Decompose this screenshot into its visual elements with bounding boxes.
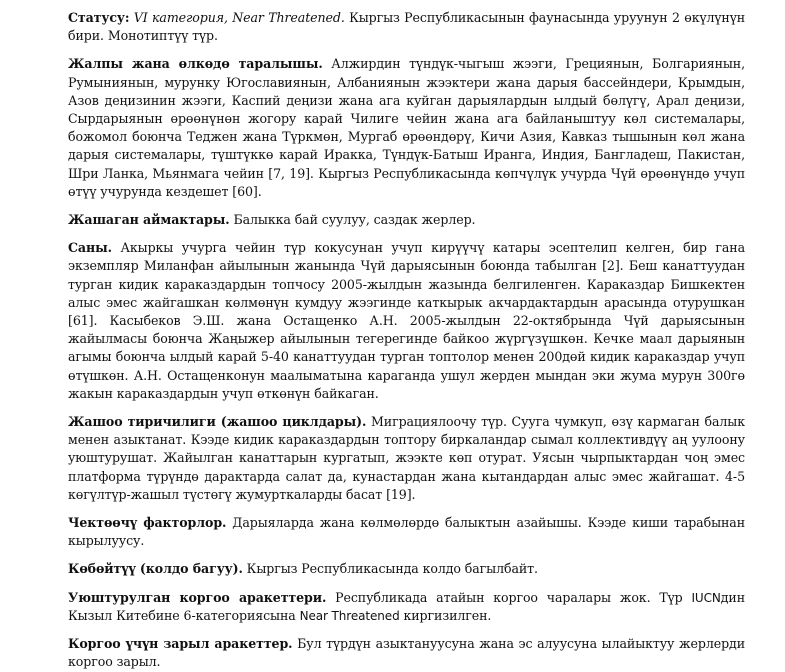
habitat-text: Балыкка бай суулуу, саздак жерлер. [229, 212, 476, 228]
habitat-paragraph [68, 211, 745, 229]
limiting-factors-text: Дарыяларда жана көлмөлөрдө балыктын азайышы. Кээде киши тарабынан кырылуусу. [68, 515, 745, 549]
needed-actions-paragraph [68, 635, 745, 671]
status-category: VI категория, Near Threatened. [133, 10, 345, 25]
distribution-paragraph [68, 55, 745, 201]
habitat-heading: Жашаган аймактары. [68, 212, 230, 228]
status-text: Кыргыз Республикасынын фаунасында уруунун 2 өкүлүнүн бири. Монотиптүү түр. [68, 10, 745, 44]
breeding-heading: Көбөйтүү (колдо багуу). [68, 561, 243, 577]
needed-actions-heading: Коргоо үчүн зарыл аракеттер. [68, 636, 293, 652]
needed-actions-text: Бул түрдүн азыктануусуна жана эс алуусуна ылайыктуу жерлерди коргоо зарыл. [68, 636, 745, 670]
protection-measures-heading: Уюштурулган коргоо аракеттери. [68, 589, 327, 605]
abundance-heading: Саны. [68, 240, 112, 256]
protection-measures-text-c: киргизилген. [399, 607, 492, 623]
abundance-paragraph [68, 239, 745, 403]
iucn-label: IUCN [691, 590, 721, 605]
lifecycle-heading: Жашоо тиричилиги (жашоо циклдары). [68, 414, 367, 430]
limiting-factors-heading: Чектөөчү факторлор. [68, 515, 227, 531]
distribution-heading: Жалпы жана өлкөдө таралышы. [68, 56, 323, 72]
protection-measures-text-b: дин Кызыл Китебине 6-категориясына [68, 589, 745, 623]
status-heading: Статусу: [68, 10, 130, 25]
lifecycle-text: Миграциялоочу түр. Сууга чумкуп, өзү кармаган балык менен азыктанат. Кээде кидик караказдардын топтору биркаландар сымал коллективдүү аң уулоону уюштурушат. Жайылган канаттарын кургатып, жээкте көп отурат. Уясын чырпыктардан чоң эмес платформа түрүндө дарактарда салат да, кунастардан жана кытандардан алыс эмес жайгашат. 4-5 көгүлтүр-жашыл түстөгү жумурткаларды басат [19]. [68, 414, 745, 502]
abundance-text: Акыркы учурга чейин түр кокусунан учуп кирүүчү катары эсептелип келген, бир гана экземпляр Миланфан айылынын жанында Чүй дарыясынын боюнда табылган [2]. Беш канаттуудан турган кидик караказдардын топчосу 2005-жылдын жазында белгиленген. Караказдар Бишкектен алыс эмес жайгашкан көлмөнүн кумдуу жээгинде каткырык акчардактардын арасында отурушкан [61]. Касыбеков Э.Ш. жана Остащенко А.Н. 2005-жылдын 22-октябрында Чүй дарыясынын жайылмасы боюнча Жаңыжер айылынын тегерегинде байкоо жүргүзүшкөн. Кечке маал дарыянын агымы боюнча ылдый карай 5-40 канаттуудан турган топтолор менен 200дөй кидик караказдар учуп өтүшкөн. А.Н. Остащенконун маалыматына караганда ушул жерден мындан эки жума мурун 300гө жакын караказдардын учуп өткөнүн байкаган. [68, 240, 745, 401]
breeding-text: Кыргыз Республикасында колдо багылбайт. [242, 561, 538, 577]
protection-measures-paragraph [68, 589, 745, 625]
distribution-text: Алжирдин түндүк-чыгыш жээги, Грециянын, Болгариянын, Румыниянын, мурунку Югославиянын, Албаниянын жээктери жана дарыя бассейндери, Крымдын, Азов деңизинин жээги, Каспий деңизи жана ага куйган дарыялардын ылдый бөлүгү, Арал деңизи, Сырдарыянын өрөөнүнөн жогору карай Чилиге чейин жана ага байланыштуу көл системалары, божомол боюнча Теджен жана Түркмөн, Мургаб өрөөндөрү, Кичи Азия, Кавказ тышынын көл жана дарыя системалары, түштүккө карай Иракка, Түндүк-Батыш Иранга, Индия, Бангладеш, Пакистан, Шри Ланка, Мьянмага чейин [7, 19]. Кыргыз Республикасында көпчүлүк учурда Чүй өрөөнүндө учуп өтүү учурунда кездешет [60]. [68, 56, 745, 199]
lifecycle-paragraph [68, 413, 745, 504]
near-threatened-label: Near Threatened [299, 608, 400, 623]
protection-measures-text-a: Республикада атайын коргоо чаралары жок. Түр [326, 589, 692, 605]
limiting-factors-paragraph [68, 514, 745, 550]
breeding-paragraph [68, 560, 745, 578]
status-paragraph [68, 9, 745, 45]
